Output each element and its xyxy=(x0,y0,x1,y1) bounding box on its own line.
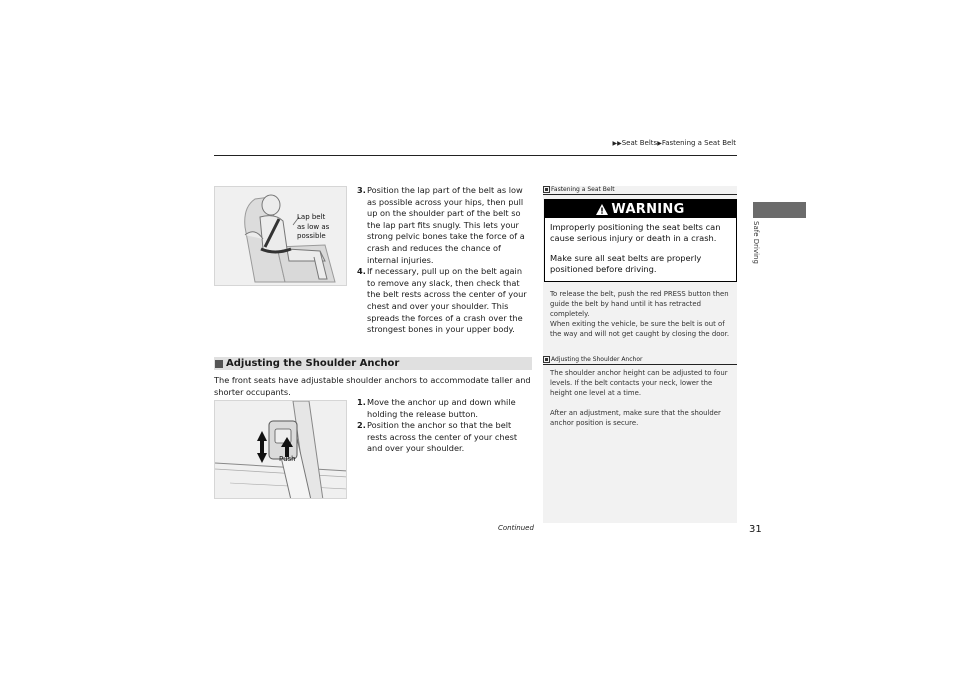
breadcrumb xyxy=(612,139,736,147)
note-heading-anchor xyxy=(543,356,737,365)
label-line: Lap belt xyxy=(297,213,326,221)
step-item xyxy=(357,420,532,455)
section-intro: The front seats have adjustable shoulder anchors to accommodate taller and shorter occupants. xyxy=(214,375,531,397)
steps-top xyxy=(357,185,532,336)
section-tab-marker xyxy=(753,202,806,218)
note-heading-fastening xyxy=(543,186,737,195)
warning-box xyxy=(544,199,737,282)
note-paragraph: The shoulder anchor height can be adjusted to four levels. If the belt contacts your neck, lower the height one level at a time. xyxy=(550,369,728,397)
page-number: 31 xyxy=(749,524,762,535)
note-text-anchor xyxy=(550,368,732,428)
step-item xyxy=(357,266,532,336)
step-number: 2. xyxy=(357,420,366,431)
breadcrumb-item[interactable]: Seat Belts xyxy=(621,139,658,147)
step-number: 4. xyxy=(357,266,366,277)
note-ref-icon xyxy=(543,356,550,363)
step-text: If necessary, pull up on the belt again to remove any slack, then check that the belt rests across the center of your chest and over your shoulder. This spreads the forces of a crash over the strongest bones in your upper body. xyxy=(367,266,527,335)
note-paragraph: To release the belt, push the red PRESS button then guide the belt by hand until it has retracted completely. xyxy=(550,290,729,318)
label-line: possible xyxy=(297,232,326,240)
note-text-fastening xyxy=(550,289,732,339)
push-label: Push xyxy=(279,455,296,463)
breadcrumb-arrow-icon: ▶ xyxy=(657,140,662,147)
shoulder-anchor-illustration xyxy=(214,400,347,499)
warning-triangle-icon xyxy=(596,204,608,215)
step-text: Position the lap part of the belt as low as possible across your hips, then pull up on the shoulder part of the belt so the lap part fits snugly. This lets your strong pelvic bones take the force of a crash and reduces the chance of internal injuries. xyxy=(367,185,525,265)
breadcrumb-arrow-icon: ▶▶ xyxy=(612,140,622,147)
section-heading xyxy=(214,357,532,370)
lap-belt-label xyxy=(297,213,329,242)
shoulder-anchor-icon xyxy=(215,401,347,499)
note-heading-text: Fastening a Seat Belt xyxy=(551,186,615,193)
section-title: Adjusting the Shoulder Anchor xyxy=(226,358,400,369)
warning-text: Improperly positioning the seat belts can cause serious injury or death in a crash. xyxy=(550,222,721,244)
step-number: 1. xyxy=(357,397,366,407)
section-square-icon xyxy=(215,360,223,368)
side-tab-text: Safe Driving xyxy=(752,221,760,264)
breadcrumb-item[interactable]: Fastening a Seat Belt xyxy=(661,139,736,147)
continued-label: Continued xyxy=(498,524,534,532)
note-paragraph: After an adjustment, make sure that the shoulder anchor position is secure. xyxy=(550,409,721,427)
note-paragraph: When exiting the vehicle, be sure the belt is out of the way and will not get caught by closing the door. xyxy=(550,320,730,338)
step-text: Position the anchor so that the belt rests across the center of your chest and over your shoulder. xyxy=(367,420,518,454)
header-rule xyxy=(214,155,737,156)
warning-title: WARNING xyxy=(611,201,685,217)
step-number: 3. xyxy=(357,185,366,195)
warning-text: Make sure all seat belts are properly positioned before driving. xyxy=(550,252,702,275)
side-tab-label xyxy=(742,221,772,281)
step-text: Move the anchor up and down while holding the release button. xyxy=(367,397,516,419)
step-item xyxy=(357,185,532,266)
note-ref-icon xyxy=(543,186,550,193)
step-item xyxy=(357,397,532,420)
note-heading-text: Adjusting the Shoulder Anchor xyxy=(551,356,643,363)
steps-bottom xyxy=(357,397,532,455)
warning-header xyxy=(545,200,736,218)
label-line: as low as xyxy=(297,222,330,231)
warning-body xyxy=(545,218,736,276)
